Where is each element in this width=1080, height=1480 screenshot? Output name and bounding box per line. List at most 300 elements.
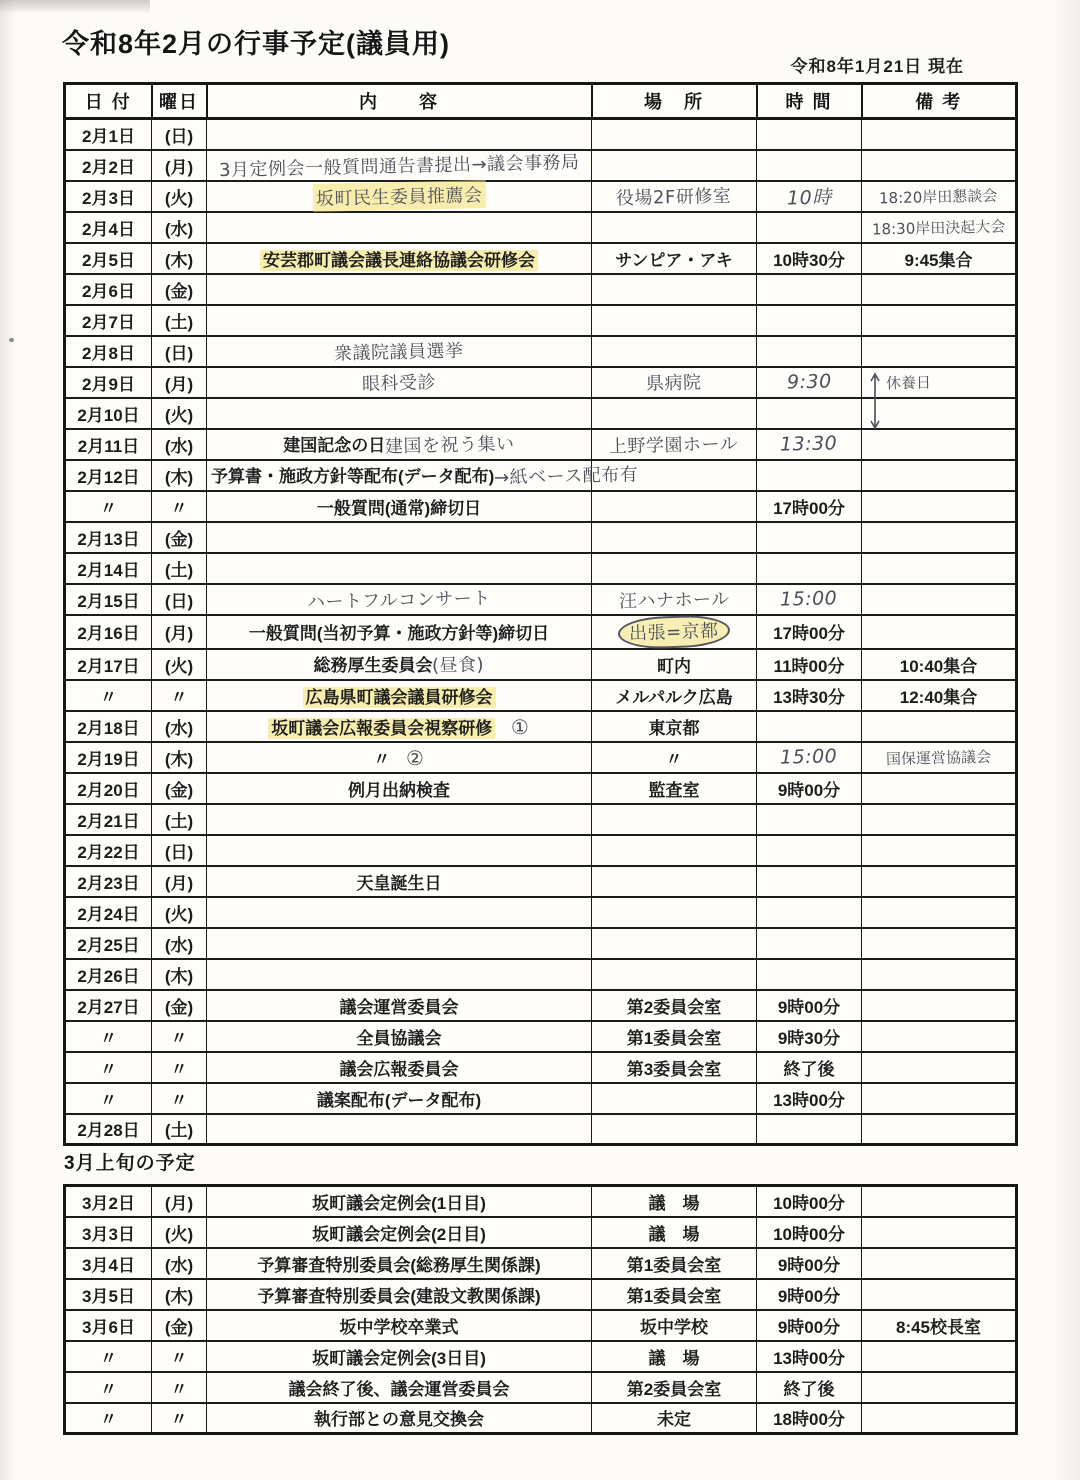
content-printed-text: 予算審査特別委員会(総務厚生関係課) xyxy=(257,1255,541,1275)
weekday-text: (日) xyxy=(164,842,194,862)
time-printed-text: 9時30分 xyxy=(777,1028,841,1048)
date-cell xyxy=(65,553,152,584)
schedule-row xyxy=(65,928,1017,959)
date-text: 2月5日 xyxy=(82,250,135,270)
place-cell xyxy=(592,398,757,429)
weekday-cell xyxy=(152,429,207,460)
schedule-row xyxy=(65,1114,1017,1145)
place-cell xyxy=(592,1341,757,1372)
note-printed-text: 12:40集合 xyxy=(899,687,978,707)
schedule-row xyxy=(65,181,1017,212)
weekday-text: 〃 xyxy=(170,687,188,707)
note-cell xyxy=(862,522,1017,553)
time-printed-text: 17時00分 xyxy=(773,624,845,643)
schedule-row xyxy=(65,1083,1017,1114)
place-printed-text: 第2委員会室 xyxy=(626,1379,722,1399)
schedule-row xyxy=(65,1248,1017,1279)
time-cell xyxy=(757,804,862,835)
content-cell xyxy=(207,1186,592,1217)
note-cell xyxy=(862,1279,1017,1310)
weekday-text: (土) xyxy=(164,811,194,831)
march-section-title: 3月上旬の予定 xyxy=(64,1153,196,1174)
column-header-date: 日 付 xyxy=(65,84,152,119)
schedule-row xyxy=(65,1217,1017,1248)
content-printed-text: 全員協議会 xyxy=(356,1028,442,1048)
date-text: 2月18日 xyxy=(77,718,140,738)
schedule-row xyxy=(65,150,1017,181)
weekday-cell xyxy=(152,1217,207,1248)
date-cell xyxy=(65,367,152,398)
date-text: 2月25日 xyxy=(77,935,140,955)
schedule-row xyxy=(65,1052,1017,1083)
note-cell xyxy=(862,1403,1017,1434)
note-handwritten-text: 18:30岸田決起大会 xyxy=(871,216,1006,239)
weekday-cell xyxy=(152,866,207,897)
time-cell xyxy=(757,835,862,866)
content-cell xyxy=(207,1279,592,1310)
february-schedule-table xyxy=(63,82,1018,1146)
weekday-text: (土) xyxy=(164,1121,194,1141)
date-cell xyxy=(65,181,152,212)
content-cell xyxy=(207,1114,592,1145)
schedule-row xyxy=(65,212,1017,243)
place-cell xyxy=(592,150,757,181)
content-cell xyxy=(207,711,592,742)
weekday-cell xyxy=(152,680,207,711)
place-printed-text: サンピア・アキ xyxy=(615,250,733,270)
weekday-text: (金) xyxy=(164,780,194,800)
content-handwritten-text: →紙ベース配布有 xyxy=(494,464,639,489)
weekday-cell xyxy=(152,615,207,649)
time-cell xyxy=(757,1114,862,1145)
content-cell xyxy=(207,429,592,460)
weekday-cell xyxy=(152,649,207,680)
time-cell xyxy=(757,990,862,1021)
content-handwritten-text: 衆議院議員選挙 xyxy=(334,340,465,365)
content-handwritten-text: 建国を祝う集い xyxy=(385,433,516,458)
time-cell xyxy=(757,243,862,274)
weekday-text: (金) xyxy=(164,997,194,1017)
time-cell xyxy=(757,336,862,367)
note-cell xyxy=(862,429,1017,460)
column-header-place: 場 所 xyxy=(592,84,757,119)
content-cell xyxy=(207,584,592,615)
note-cell xyxy=(862,959,1017,990)
date-text: 〃 xyxy=(100,1379,117,1399)
date-text: 2月9日 xyxy=(82,374,135,394)
note-cell xyxy=(862,615,1017,649)
schedule-row xyxy=(65,773,1017,804)
date-cell xyxy=(65,522,152,553)
content-cell xyxy=(207,773,592,804)
note-cell xyxy=(862,1083,1017,1114)
date-cell xyxy=(65,1217,152,1248)
date-text: 〃 xyxy=(100,1410,117,1430)
date-text: 〃 xyxy=(100,1059,117,1079)
note-cell xyxy=(862,680,1017,711)
time-printed-text: 10時00分 xyxy=(773,1224,845,1244)
weekday-cell xyxy=(152,990,207,1021)
weekday-cell xyxy=(152,584,207,615)
schedule-row xyxy=(65,1186,1017,1217)
weekday-cell xyxy=(152,1341,207,1372)
weekday-text: (火) xyxy=(164,188,194,208)
content-printed-text: 安芸郡町議会議長連絡協議会研修会 xyxy=(260,250,538,271)
place-printed-text: 〃 xyxy=(665,749,683,769)
date-text: 2月1日 xyxy=(82,126,135,146)
time-cell xyxy=(757,553,862,584)
note-cell xyxy=(862,398,1017,429)
weekday-cell xyxy=(152,305,207,336)
weekday-cell xyxy=(152,773,207,804)
weekday-text: (月) xyxy=(164,374,194,394)
note-cell xyxy=(862,1186,1017,1217)
content-cell xyxy=(207,212,592,243)
note-cell xyxy=(862,243,1017,274)
time-cell xyxy=(757,742,862,773)
date-cell xyxy=(65,150,152,181)
weekday-cell xyxy=(152,1372,207,1403)
date-cell xyxy=(65,429,152,460)
schedule-row xyxy=(65,959,1017,990)
note-cell xyxy=(862,336,1017,367)
time-cell xyxy=(757,615,862,649)
weekday-text: (木) xyxy=(164,749,194,769)
content-printed-text: 執行部との意見交換会 xyxy=(314,1410,484,1430)
content-printed-text: 広島県町議会議員研修会 xyxy=(303,687,496,708)
column-header-note: 備 考 xyxy=(862,84,1017,119)
schedule-row xyxy=(65,1021,1017,1052)
time-printed-text: 9時00分 xyxy=(777,1286,841,1306)
weekday-cell xyxy=(152,367,207,398)
schedule-row xyxy=(65,711,1017,742)
content-handwritten-text: 坂町民生委員推薦会 xyxy=(312,180,485,212)
date-cell xyxy=(65,1114,152,1145)
weekday-text: (木) xyxy=(164,966,194,986)
place-cell xyxy=(592,522,757,553)
weekday-cell xyxy=(152,804,207,835)
time-cell xyxy=(757,866,862,897)
date-cell xyxy=(65,1372,152,1403)
content-cell xyxy=(207,181,592,212)
place-cell xyxy=(592,1310,757,1341)
content-cell xyxy=(207,336,592,367)
date-text: 2月13日 xyxy=(77,529,140,549)
time-cell xyxy=(757,274,862,305)
note-printed-text: 10:40集合 xyxy=(899,656,978,676)
date-cell xyxy=(65,584,152,615)
place-cell xyxy=(592,804,757,835)
time-cell xyxy=(757,680,862,711)
schedule-row xyxy=(65,398,1017,429)
note-cell xyxy=(862,835,1017,866)
date-cell xyxy=(65,711,152,742)
place-cell xyxy=(592,460,757,491)
note-cell xyxy=(862,928,1017,959)
content-cell xyxy=(207,243,592,274)
content-cell xyxy=(207,367,592,398)
date-text: 2月4日 xyxy=(82,219,135,239)
weekday-text: (火) xyxy=(164,904,194,924)
date-cell xyxy=(65,460,152,491)
note-printed-text: 8:45校長室 xyxy=(895,1317,982,1337)
weekday-text: (日) xyxy=(164,126,194,146)
content-cell xyxy=(207,804,592,835)
schedule-row xyxy=(65,680,1017,711)
content-cell xyxy=(207,1021,592,1052)
place-cell xyxy=(592,212,757,243)
note-cell xyxy=(862,1052,1017,1083)
place-printed-text: 議 場 xyxy=(648,1224,700,1244)
header-row xyxy=(65,84,1017,119)
date-text: 2月15日 xyxy=(77,591,140,611)
date-text: 2月20日 xyxy=(77,780,140,800)
weekday-text: (金) xyxy=(164,281,194,301)
weekday-text: (水) xyxy=(164,436,194,456)
weekday-cell xyxy=(152,274,207,305)
weekday-cell xyxy=(152,491,207,522)
time-handwritten-text: 15:00 xyxy=(780,587,838,611)
time-printed-text: 終了後 xyxy=(783,1059,835,1079)
date-text: 2月19日 xyxy=(77,749,140,769)
schedule-row xyxy=(65,1279,1017,1310)
place-cell xyxy=(592,959,757,990)
note-cell xyxy=(862,367,1017,398)
time-cell xyxy=(757,959,862,990)
schedule-row xyxy=(65,491,1017,522)
content-cell xyxy=(207,1083,592,1114)
time-printed-text: 10時00分 xyxy=(773,1193,845,1213)
weekday-text: (月) xyxy=(164,1193,194,1213)
date-cell xyxy=(65,1403,152,1434)
content-cell xyxy=(207,649,592,680)
time-cell xyxy=(757,150,862,181)
weekday-text: 〃 xyxy=(170,498,188,518)
content-printed-text: 天皇誕生日 xyxy=(356,873,442,893)
time-cell xyxy=(757,1403,862,1434)
schedule-row xyxy=(65,742,1017,773)
time-printed-text: 13時30分 xyxy=(773,687,845,707)
weekday-text: (木) xyxy=(164,467,194,487)
note-cell xyxy=(862,460,1017,491)
place-cell xyxy=(592,897,757,928)
date-text: 2月21日 xyxy=(77,811,140,831)
weekday-text: (土) xyxy=(164,560,194,580)
place-cell xyxy=(592,1083,757,1114)
date-text: 3月3日 xyxy=(82,1224,135,1244)
date-text: 2月3日 xyxy=(82,188,135,208)
time-cell xyxy=(757,1083,862,1114)
schedule-row xyxy=(65,897,1017,928)
weekday-text: (水) xyxy=(164,935,194,955)
content-cell xyxy=(207,835,592,866)
date-text: 〃 xyxy=(100,1028,117,1048)
weekday-cell xyxy=(152,460,207,491)
place-printed-text: 第1委員会室 xyxy=(626,1255,722,1275)
schedule-row xyxy=(65,367,1017,398)
date-text: 2月6日 xyxy=(82,281,135,301)
date-cell xyxy=(65,1310,152,1341)
schedule-row xyxy=(65,866,1017,897)
schedule-row xyxy=(65,1341,1017,1372)
time-cell xyxy=(757,522,862,553)
note-cell xyxy=(862,1114,1017,1145)
content-cell xyxy=(207,274,592,305)
date-cell xyxy=(65,649,152,680)
place-printed-text: 第3委員会室 xyxy=(626,1059,722,1079)
date-text: 〃 xyxy=(100,1348,117,1368)
content-cell xyxy=(207,680,592,711)
schedule-row xyxy=(65,1310,1017,1341)
time-cell xyxy=(757,1372,862,1403)
place-handwritten-text: 県病院 xyxy=(646,372,703,395)
weekday-text: (火) xyxy=(164,656,194,676)
schedule-row xyxy=(65,274,1017,305)
weekday-cell xyxy=(152,119,207,150)
content-printed-text: 議案配布(データ配布) xyxy=(316,1090,482,1110)
place-handwritten-text: 役場2F研修室 xyxy=(616,185,732,210)
date-cell xyxy=(65,1052,152,1083)
weekday-text: (水) xyxy=(164,219,194,239)
date-text: 2月17日 xyxy=(77,656,140,676)
weekday-cell xyxy=(152,212,207,243)
date-text: 2月7日 xyxy=(82,312,135,332)
schedule-row xyxy=(65,649,1017,680)
schedule-row xyxy=(65,336,1017,367)
content-printed-text: 予算書・施政方針等配布(データ配布) xyxy=(211,467,495,486)
time-cell xyxy=(757,491,862,522)
column-header-content: 内 容 xyxy=(207,84,592,119)
content-printed-text: 一般質問(当初予算・施政方針等)締切日 xyxy=(248,624,550,643)
date-cell xyxy=(65,305,152,336)
content-handwritten-text: ハートフルコンサート xyxy=(306,587,492,614)
weekday-text: 〃 xyxy=(170,1059,188,1079)
weekday-cell xyxy=(152,1279,207,1310)
note-cell xyxy=(862,1341,1017,1372)
place-printed-text: 町内 xyxy=(657,656,691,676)
content-printed-text: 予算審査特別委員会(建設文教関係課) xyxy=(257,1286,541,1306)
note-cell xyxy=(862,584,1017,615)
place-cell xyxy=(592,711,757,742)
time-cell xyxy=(757,711,862,742)
place-cell xyxy=(592,615,757,649)
hand-drawn-circle xyxy=(618,614,731,650)
time-cell xyxy=(757,367,862,398)
weekday-text: (金) xyxy=(164,529,194,549)
time-cell xyxy=(757,212,862,243)
place-cell xyxy=(592,367,757,398)
content-printed-text: 総務厚生委員会 xyxy=(313,656,433,675)
content-printed-text: 坂町議会定例会(3日目) xyxy=(312,1348,486,1368)
date-text: 2月11日 xyxy=(77,436,140,456)
place-printed-text: 第1委員会室 xyxy=(626,1286,722,1306)
content-printed-text: 坂町議会広報委員会視察研修 xyxy=(268,718,495,739)
content-cell xyxy=(207,553,592,584)
content-cell xyxy=(207,119,592,150)
place-cell xyxy=(592,274,757,305)
content-handwritten-text: (昼食) xyxy=(432,654,485,677)
content-handwritten-text: 眼科受診 xyxy=(361,372,437,395)
note-cell xyxy=(862,1217,1017,1248)
note-cell xyxy=(862,711,1017,742)
time-cell xyxy=(757,460,862,491)
schedule-row xyxy=(65,1403,1017,1434)
weekday-cell xyxy=(152,928,207,959)
note-cell xyxy=(862,553,1017,584)
time-printed-text: 9時00分 xyxy=(777,997,841,1017)
time-cell xyxy=(757,305,862,336)
circled-number-badge: ① xyxy=(511,714,530,739)
weekday-cell xyxy=(152,181,207,212)
content-cell xyxy=(207,990,592,1021)
weekday-cell xyxy=(152,522,207,553)
time-cell xyxy=(757,1279,862,1310)
weekday-text: 〃 xyxy=(170,1090,188,1110)
note-cell xyxy=(862,1248,1017,1279)
time-cell xyxy=(757,928,862,959)
weekday-text: (金) xyxy=(164,1317,194,1337)
date-text: 2月22日 xyxy=(77,842,140,862)
date-cell xyxy=(65,212,152,243)
time-printed-text: 終了後 xyxy=(783,1379,835,1399)
weekday-text: 〃 xyxy=(170,1348,188,1368)
time-cell xyxy=(757,1186,862,1217)
content-cell xyxy=(207,1217,592,1248)
place-cell xyxy=(592,990,757,1021)
date-cell xyxy=(65,274,152,305)
place-printed-text: メルパルク広島 xyxy=(615,687,733,707)
weekday-cell xyxy=(152,897,207,928)
place-printed-text: 監査室 xyxy=(648,780,700,800)
weekday-cell xyxy=(152,1052,207,1083)
date-cell xyxy=(65,336,152,367)
date-cell xyxy=(65,1186,152,1217)
place-cell xyxy=(592,1279,757,1310)
weekday-cell xyxy=(152,553,207,584)
place-cell xyxy=(592,336,757,367)
note-cell xyxy=(862,274,1017,305)
date-cell xyxy=(65,804,152,835)
note-cell xyxy=(862,773,1017,804)
date-cell xyxy=(65,1341,152,1372)
place-cell xyxy=(592,1372,757,1403)
date-text: 3月5日 xyxy=(82,1286,135,1306)
time-cell xyxy=(757,1248,862,1279)
weekday-cell xyxy=(152,1021,207,1052)
content-cell xyxy=(207,150,592,181)
date-text: 〃 xyxy=(100,498,117,518)
place-printed-text: 坂中学校 xyxy=(640,1317,708,1337)
place-printed-text: 第2委員会室 xyxy=(626,997,722,1017)
schedule-row xyxy=(65,615,1017,649)
weekday-cell xyxy=(152,1186,207,1217)
date-cell xyxy=(65,928,152,959)
note-cell xyxy=(862,119,1017,150)
date-text: 〃 xyxy=(100,687,117,707)
date-cell xyxy=(65,897,152,928)
content-cell xyxy=(207,522,592,553)
place-cell xyxy=(592,491,757,522)
content-cell xyxy=(207,742,592,773)
weekday-cell xyxy=(152,336,207,367)
time-cell xyxy=(757,398,862,429)
time-handwritten-text: 9:30 xyxy=(786,370,832,394)
date-text: 2月14日 xyxy=(77,560,140,580)
date-text: 2月27日 xyxy=(77,997,140,1017)
weekday-cell xyxy=(152,742,207,773)
weekday-cell xyxy=(152,398,207,429)
date-text: 2月28日 xyxy=(77,1121,140,1141)
